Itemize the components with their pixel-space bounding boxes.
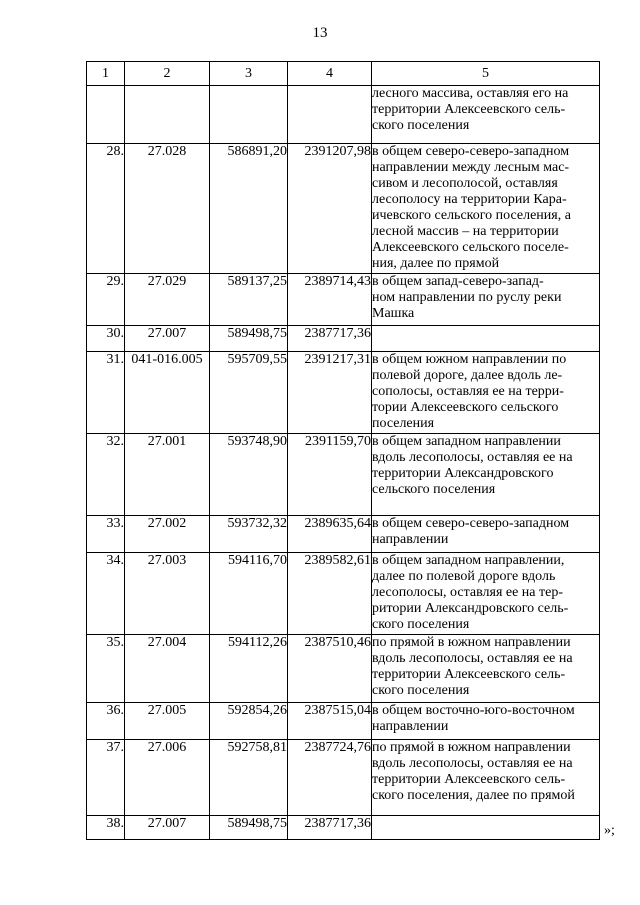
boundary-description (372, 144, 600, 274)
coordinate-y: 2391217,31 (288, 352, 372, 434)
coordinate-y: 2389635,64 (288, 516, 372, 553)
description-line: лесополосы, оставляя ее на тер- (372, 585, 564, 600)
description-line: направлении (372, 719, 449, 734)
row-number: 31. (87, 352, 125, 434)
boundary-description (372, 703, 600, 740)
description-line: направлении (372, 532, 449, 547)
boundary-description (372, 635, 600, 703)
column-header-x: 3 (210, 62, 288, 86)
description-line: вдоль лесополосы, оставляя ее на (372, 651, 573, 666)
table-row (87, 740, 600, 816)
description-line: лесного массива, оставляя его на (372, 86, 569, 101)
row-number (87, 86, 125, 144)
description-line: далее по полевой дороге вдоль (372, 569, 556, 584)
description-line: направлении между лесным мас- (372, 160, 570, 175)
coordinate-x: 589137,25 (210, 274, 288, 326)
row-number: 34. (87, 553, 125, 635)
coordinate-y: 2389714,43 (288, 274, 372, 326)
table-row (87, 352, 600, 434)
coordinate-y: 2391159,70 (288, 434, 372, 516)
description-line: вдоль лесополосы, оставляя ее на (372, 756, 573, 771)
row-number: 30. (87, 326, 125, 352)
table-row (87, 516, 600, 553)
description-line: полевой дороге, далее вдоль ле- (372, 368, 563, 383)
coordinate-y: 2387717,36 (288, 816, 372, 840)
point-id: 27.004 (125, 635, 210, 703)
table-row (87, 816, 600, 840)
row-number: 32. (87, 434, 125, 516)
coordinate-x: 593748,90 (210, 434, 288, 516)
row-number: 29. (87, 274, 125, 326)
description-line: тории Алексеевского сельского (372, 400, 559, 415)
point-id: 27.001 (125, 434, 210, 516)
boundary-description (372, 86, 600, 144)
description-line: вдоль лесополосы, оставляя ее на (372, 450, 573, 465)
description-line: лесной массив – на территории (372, 224, 559, 239)
row-number: 35. (87, 635, 125, 703)
coordinate-x: 592758,81 (210, 740, 288, 816)
table-row (87, 434, 600, 516)
boundary-description (372, 326, 600, 352)
description-line: Машка (372, 306, 415, 321)
coordinate-x: 589498,75 (210, 816, 288, 840)
point-id: 27.003 (125, 553, 210, 635)
description-line: ичевского сельского поселения, а (372, 208, 571, 223)
description-line: территории Алексеевского сель- (372, 772, 566, 787)
description-line: ского поселения (372, 118, 470, 133)
table-row (87, 703, 600, 740)
point-id: 27.029 (125, 274, 210, 326)
closing-mark: »; (604, 823, 615, 838)
point-id: 27.007 (125, 816, 210, 840)
boundary-description (372, 816, 600, 840)
coordinate-y: 2387515,04 (288, 703, 372, 740)
coordinate-y (288, 86, 372, 144)
row-number: 37. (87, 740, 125, 816)
description-line: в общем западном направлении, (372, 553, 565, 568)
description-line: территории Александровского (372, 466, 554, 481)
column-header-description: 5 (372, 62, 600, 86)
row-number: 38. (87, 816, 125, 840)
point-id: 27.007 (125, 326, 210, 352)
coordinate-x: 594112,26 (210, 635, 288, 703)
coordinate-y: 2389582,61 (288, 553, 372, 635)
coordinate-x: 594116,70 (210, 553, 288, 635)
description-line: в общем восточно-юго-восточном (372, 703, 575, 718)
coordinate-x: 592854,26 (210, 703, 288, 740)
table-header-row (87, 62, 600, 86)
description-line: в общем южном направлении по (372, 352, 567, 367)
description-line: лесополосу на территории Кара- (372, 192, 567, 207)
table-row (87, 274, 600, 326)
boundary-description (372, 553, 600, 635)
row-number: 36. (87, 703, 125, 740)
description-line: ном направлении по руслу реки (372, 290, 562, 305)
coordinate-x: 595709,55 (210, 352, 288, 434)
row-number: 28. (87, 144, 125, 274)
point-id (125, 86, 210, 144)
coordinate-y: 2387717,36 (288, 326, 372, 352)
table-row (87, 86, 600, 144)
description-line: в общем западном направлении (372, 434, 561, 449)
row-number: 33. (87, 516, 125, 553)
description-line: в общем северо-северо-западном (372, 516, 570, 531)
description-line: ского поселения, далее по прямой (372, 788, 575, 803)
boundary-description (372, 740, 600, 816)
description-line: ского поселения (372, 617, 470, 632)
boundary-points-table (86, 61, 600, 840)
point-id: 27.006 (125, 740, 210, 816)
description-line: по прямой в южном направлении (372, 635, 571, 650)
description-line: территории Алексеевского сель- (372, 667, 566, 682)
page-number: 13 (312, 25, 328, 41)
description-line: в общем северо-северо-западном (372, 144, 570, 159)
coordinate-y: 2387510,46 (288, 635, 372, 703)
description-line: ского поселения (372, 683, 470, 698)
description-line: сивом и лесополосой, оставляя (372, 176, 558, 191)
coordinate-x: 586891,20 (210, 144, 288, 274)
coordinate-x: 589498,75 (210, 326, 288, 352)
point-id: 27.002 (125, 516, 210, 553)
description-line: в общем запад-северо-запад- (372, 274, 544, 289)
description-line: ния, далее по прямой (372, 256, 500, 271)
column-header-y: 4 (288, 62, 372, 86)
table-row (87, 144, 600, 274)
column-header-point: 2 (125, 62, 210, 86)
point-id: 27.005 (125, 703, 210, 740)
description-line: по прямой в южном направлении (372, 740, 571, 755)
coordinate-x: 593732,32 (210, 516, 288, 553)
boundary-description (372, 516, 600, 553)
coordinate-x (210, 86, 288, 144)
description-line: сельского поселения (372, 482, 496, 497)
coordinate-y: 2387724,76 (288, 740, 372, 816)
table-row (87, 553, 600, 635)
boundary-description (372, 434, 600, 516)
boundary-description (372, 274, 600, 326)
description-line: сополосы, оставляя ее на терри- (372, 384, 564, 399)
description-line: территории Алексеевского сель- (372, 102, 566, 117)
description-line: поселения (372, 416, 435, 431)
column-header-number: 1 (87, 62, 125, 86)
table-row (87, 635, 600, 703)
boundary-description (372, 352, 600, 434)
coordinate-y: 2391207,98 (288, 144, 372, 274)
description-line: Алексеевского сельского поселе- (372, 240, 569, 255)
table-row (87, 326, 600, 352)
point-id: 041-016.005 (125, 352, 210, 434)
description-line: ритории Александровского сель- (372, 601, 569, 616)
point-id: 27.028 (125, 144, 210, 274)
